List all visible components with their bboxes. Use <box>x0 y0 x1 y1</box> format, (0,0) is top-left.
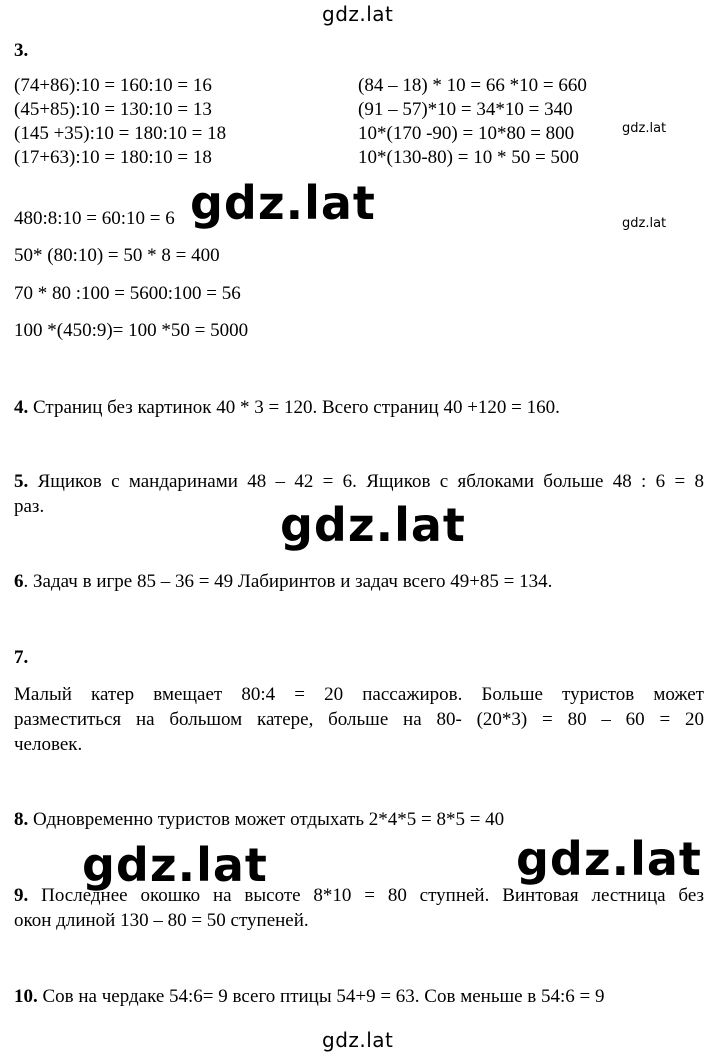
task-3-right-line-2: (91 – 57)*10 = 34*10 = 340 <box>358 99 573 120</box>
big-watermark: gdz.lat <box>280 498 466 552</box>
task-3-extra-line-3: 70 * 80 :100 = 5600:100 = 56 <box>14 283 241 304</box>
task-8: 8. Одновременно туристов может отдыхать 2*4*5 = 8*5 = 40 <box>14 809 505 830</box>
task-7-text: Малый катер вмещает 80:4 = 20 пассажиров. Больше туристов может разместиться на большом катере, больше на 80- (20*3) = 80 – 60 = 20 человек. <box>14 684 704 755</box>
big-watermark: gdz.lat <box>190 176 376 230</box>
task-3-extra-line-2: 50* (80:10) = 50 * 8 = 400 <box>14 245 220 266</box>
task-3-extra-line-4: 100 *(450:9)= 100 *50 = 5000 <box>14 320 249 341</box>
side-watermark: gdz.lat <box>622 216 667 231</box>
task-10: 10. Сов на чердаке 54:6= 9 всего птицы 54+9 = 63. Сов меньше в 54:6 = 9 <box>14 986 605 1007</box>
task-3-right-line-1: (84 – 18) * 10 = 66 *10 = 660 <box>358 75 587 96</box>
task-3-left-line-1: (74+86):10 = 160:10 = 16 <box>14 75 212 96</box>
big-watermark: gdz.lat <box>516 832 702 886</box>
task-7-number: 7. <box>14 647 29 668</box>
task-3-left-line-2: (45+85):10 = 130:10 = 13 <box>14 99 212 120</box>
side-watermark: gdz.lat <box>622 121 667 136</box>
task-5: 5. Ящиков с мандаринами 48 – 42 = 6. Ящиков с яблоками больше 48 : 6 = 8 раз. <box>14 471 704 517</box>
task-3-left-line-4: (17+63):10 = 180:10 = 18 <box>14 147 212 168</box>
task-4: 4. Страниц без картинок 40 * 3 = 120. Всего страниц 40 +120 = 160. <box>14 397 560 418</box>
task-3-left-line-3: (145 +35):10 = 180:10 = 18 <box>14 123 227 144</box>
big-watermark: gdz.lat <box>82 838 268 892</box>
header-watermark: gdz.lat <box>322 2 394 26</box>
task-3-number: 3. <box>14 40 29 61</box>
task-6: 6. Задач в игре 85 – 36 = 49 Лабиринтов и задач всего 49+85 = 134. <box>14 571 553 592</box>
task-3-right-line-3: 10*(170 -90) = 10*80 = 800 <box>358 123 575 144</box>
task-9: 9. Последнее окошко на высоте 8*10 = 80 ступней. Винтовая лестница без окон длиной 130 – 80 = 50 ступеней. <box>14 885 704 931</box>
task-3-right-line-4: 10*(130-80) = 10 * 50 = 500 <box>358 147 579 168</box>
footer-watermark: gdz.lat <box>322 1028 394 1052</box>
task-3-extra-line-1: 480:8:10 = 60:10 = 6 <box>14 208 175 229</box>
